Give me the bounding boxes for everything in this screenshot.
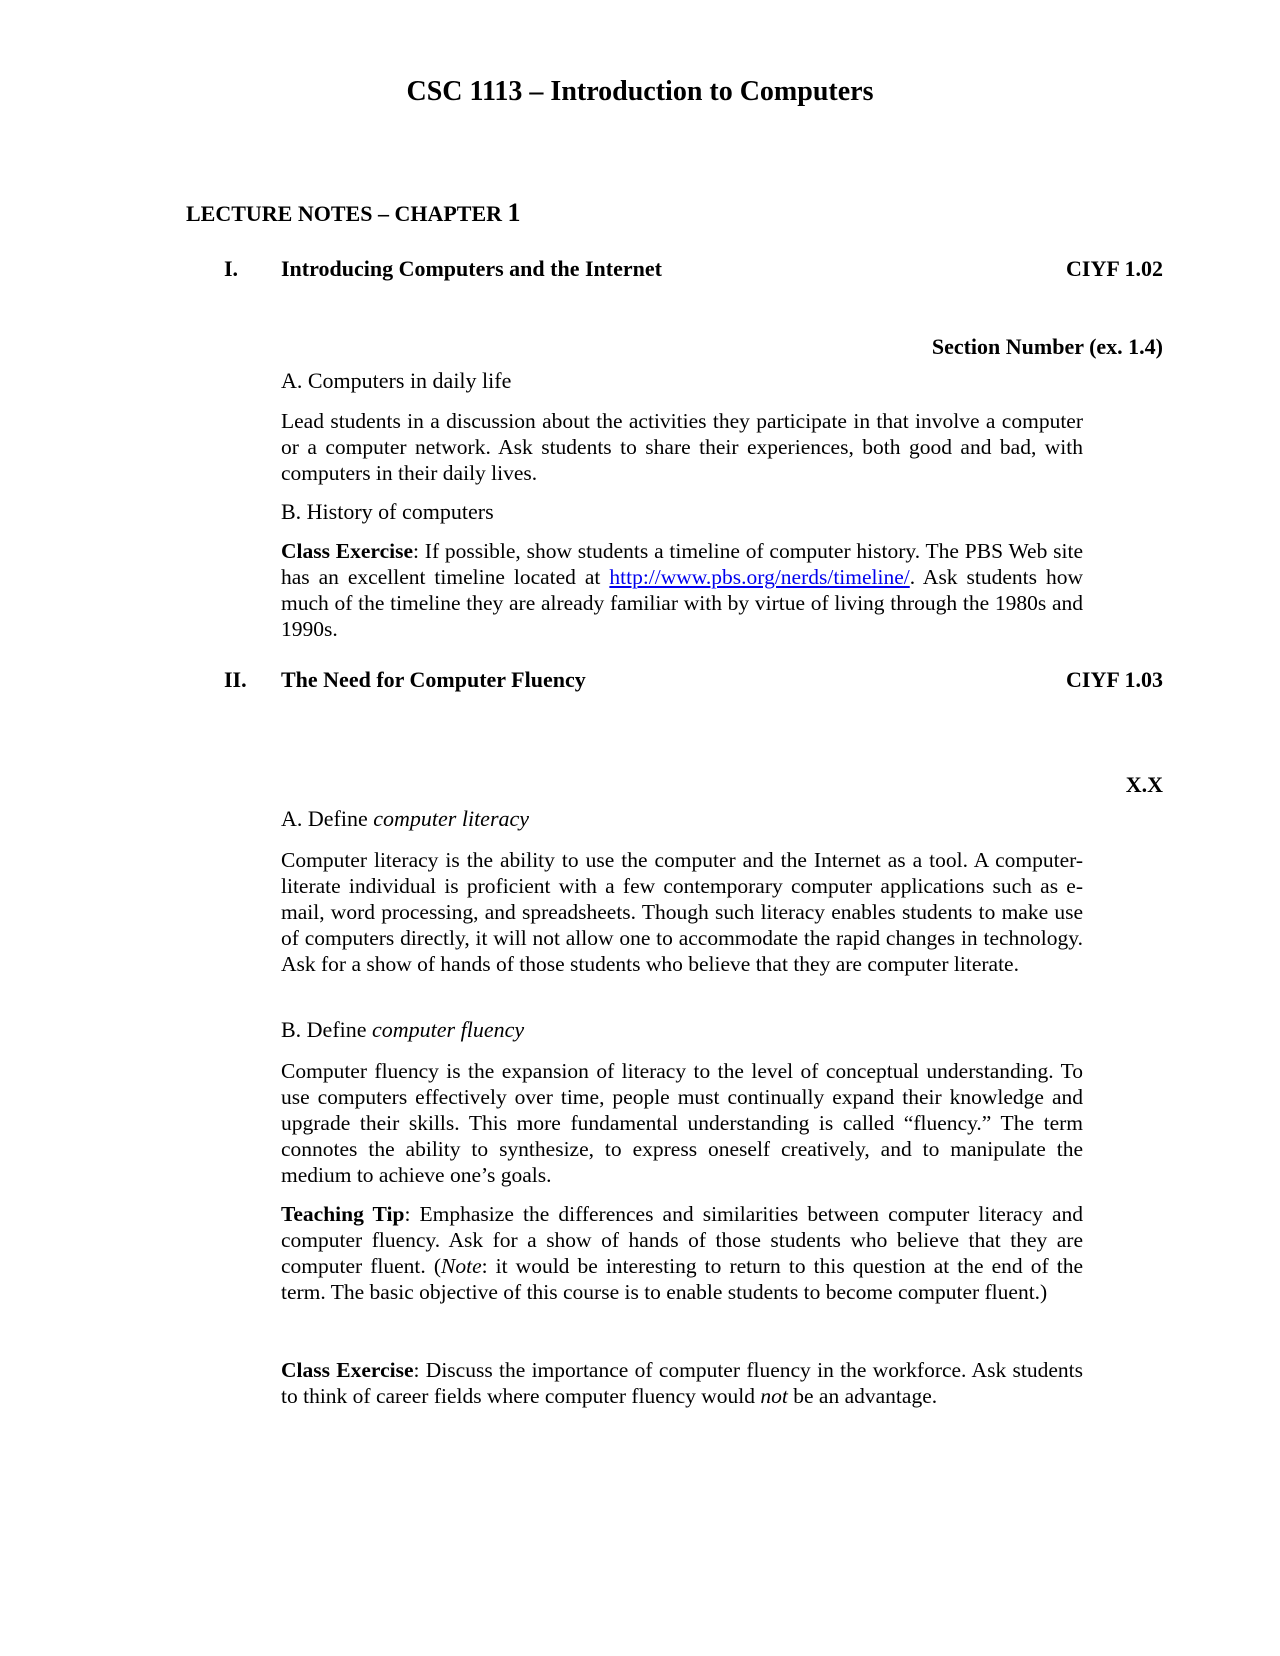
heading-rest: HAPTER: [410, 201, 503, 226]
heading-prefix: LECTURE NOTES – C: [186, 201, 411, 226]
tip-text-part1: : Emphasize the differences and similarities between computer literacy and computer fluency. Ask for a show of hands of those students who believe that they are computer fluent. (: [281, 1202, 1083, 1278]
section-1-title: Introducing Computers and the Internet: [281, 256, 662, 281]
term-computer-fluency: computer fluency: [372, 1017, 525, 1042]
chapter-number: 1: [507, 198, 521, 227]
teaching-tip-label: Teaching Tip: [281, 1202, 405, 1226]
section-1-a-paragraph: Lead students in a discussion about the activities they participate in that involve a computer or a computer network. Ask students to share their experiences, both good and bad, with computers in their daily lives.: [281, 409, 1083, 485]
define-prefix: B. Define: [281, 1017, 373, 1042]
exercise-not: not: [760, 1384, 788, 1408]
section-2-a-paragraph: Computer literacy is the ability to use the computer and the Internet as a tool. A computer-literate individual is proficient with a few contemporary computer applications such as e-mail, word processing, and spreadsheets. Though such literacy enables students to make use of computers directly, it will not allow one to accommodate the rapid changes in technology. Ask for a show of hands of those students who believe that they are computer literate.: [281, 848, 1083, 976]
term-computer-literacy: computer literacy: [373, 806, 530, 831]
page-title: CSC 1113 – Introduction to Computers: [406, 76, 874, 107]
section-1-a-heading: A. Computers in daily life: [281, 368, 512, 393]
section-2-b-heading: [281, 1016, 524, 1044]
exercise-text-part1: : If possible, show students a timeline of computer history. The PBS Web site has an excellent timeline located at: [281, 539, 1083, 589]
section-2-ciyf-ref: CIYF 1.03: [1066, 667, 1163, 692]
section-1-class-exercise: [281, 538, 1083, 642]
tip-note: Note: [441, 1254, 482, 1278]
section-2-section-number: X.X: [1125, 772, 1163, 797]
pbs-timeline-link[interactable]: http://www.pbs.org/nerds/timeline/: [609, 565, 910, 589]
define-prefix: A. Define: [281, 806, 374, 831]
section-2-title: The Need for Computer Fluency: [281, 667, 586, 692]
class-exercise-label: Class Exercise: [281, 1358, 414, 1382]
class-exercise-label: Class Exercise: [281, 539, 414, 563]
section-2-b-paragraph: Computer fluency is the expansion of literacy to the level of conceptual understanding. To use computers effectively over time, people must continually expand their knowledge and upgrade their skills. This more fundamental understanding is called “fluency.” The term connotes the ability to synthesize, to express oneself creatively, and to manipulate the medium to achieve one’s goals.: [281, 1059, 1083, 1187]
section-2-numeral: II.: [224, 667, 247, 692]
section-2-teaching-tip: [281, 1201, 1083, 1305]
tip-text-part2: : it would be interesting to return to this question at the end of the term. The basic objective of this course is to enable students to become computer fluent.): [281, 1254, 1083, 1304]
section-1-section-number: Section Number (ex. 1.4): [931, 334, 1163, 359]
exercise-text-part2: . Ask students how much of the timeline they are already familiar with by virtue of living through the 1980s and 1990s.: [281, 565, 1083, 641]
section-1-ciyf-ref: CIYF 1.02: [1066, 256, 1163, 281]
section-2-class-exercise: [281, 1357, 1083, 1409]
section-1-b-heading: B. History of computers: [281, 499, 494, 524]
exercise-text-part2: be an advantage.: [787, 1384, 938, 1408]
section-2-a-heading: [281, 805, 529, 833]
section-1-numeral: I.: [224, 256, 239, 281]
lecture-notes-heading: [186, 199, 521, 228]
exercise-text-part1: : Discuss the importance of computer fluency in the workforce. Ask students to think of career fields where computer fluency would: [281, 1358, 1083, 1408]
